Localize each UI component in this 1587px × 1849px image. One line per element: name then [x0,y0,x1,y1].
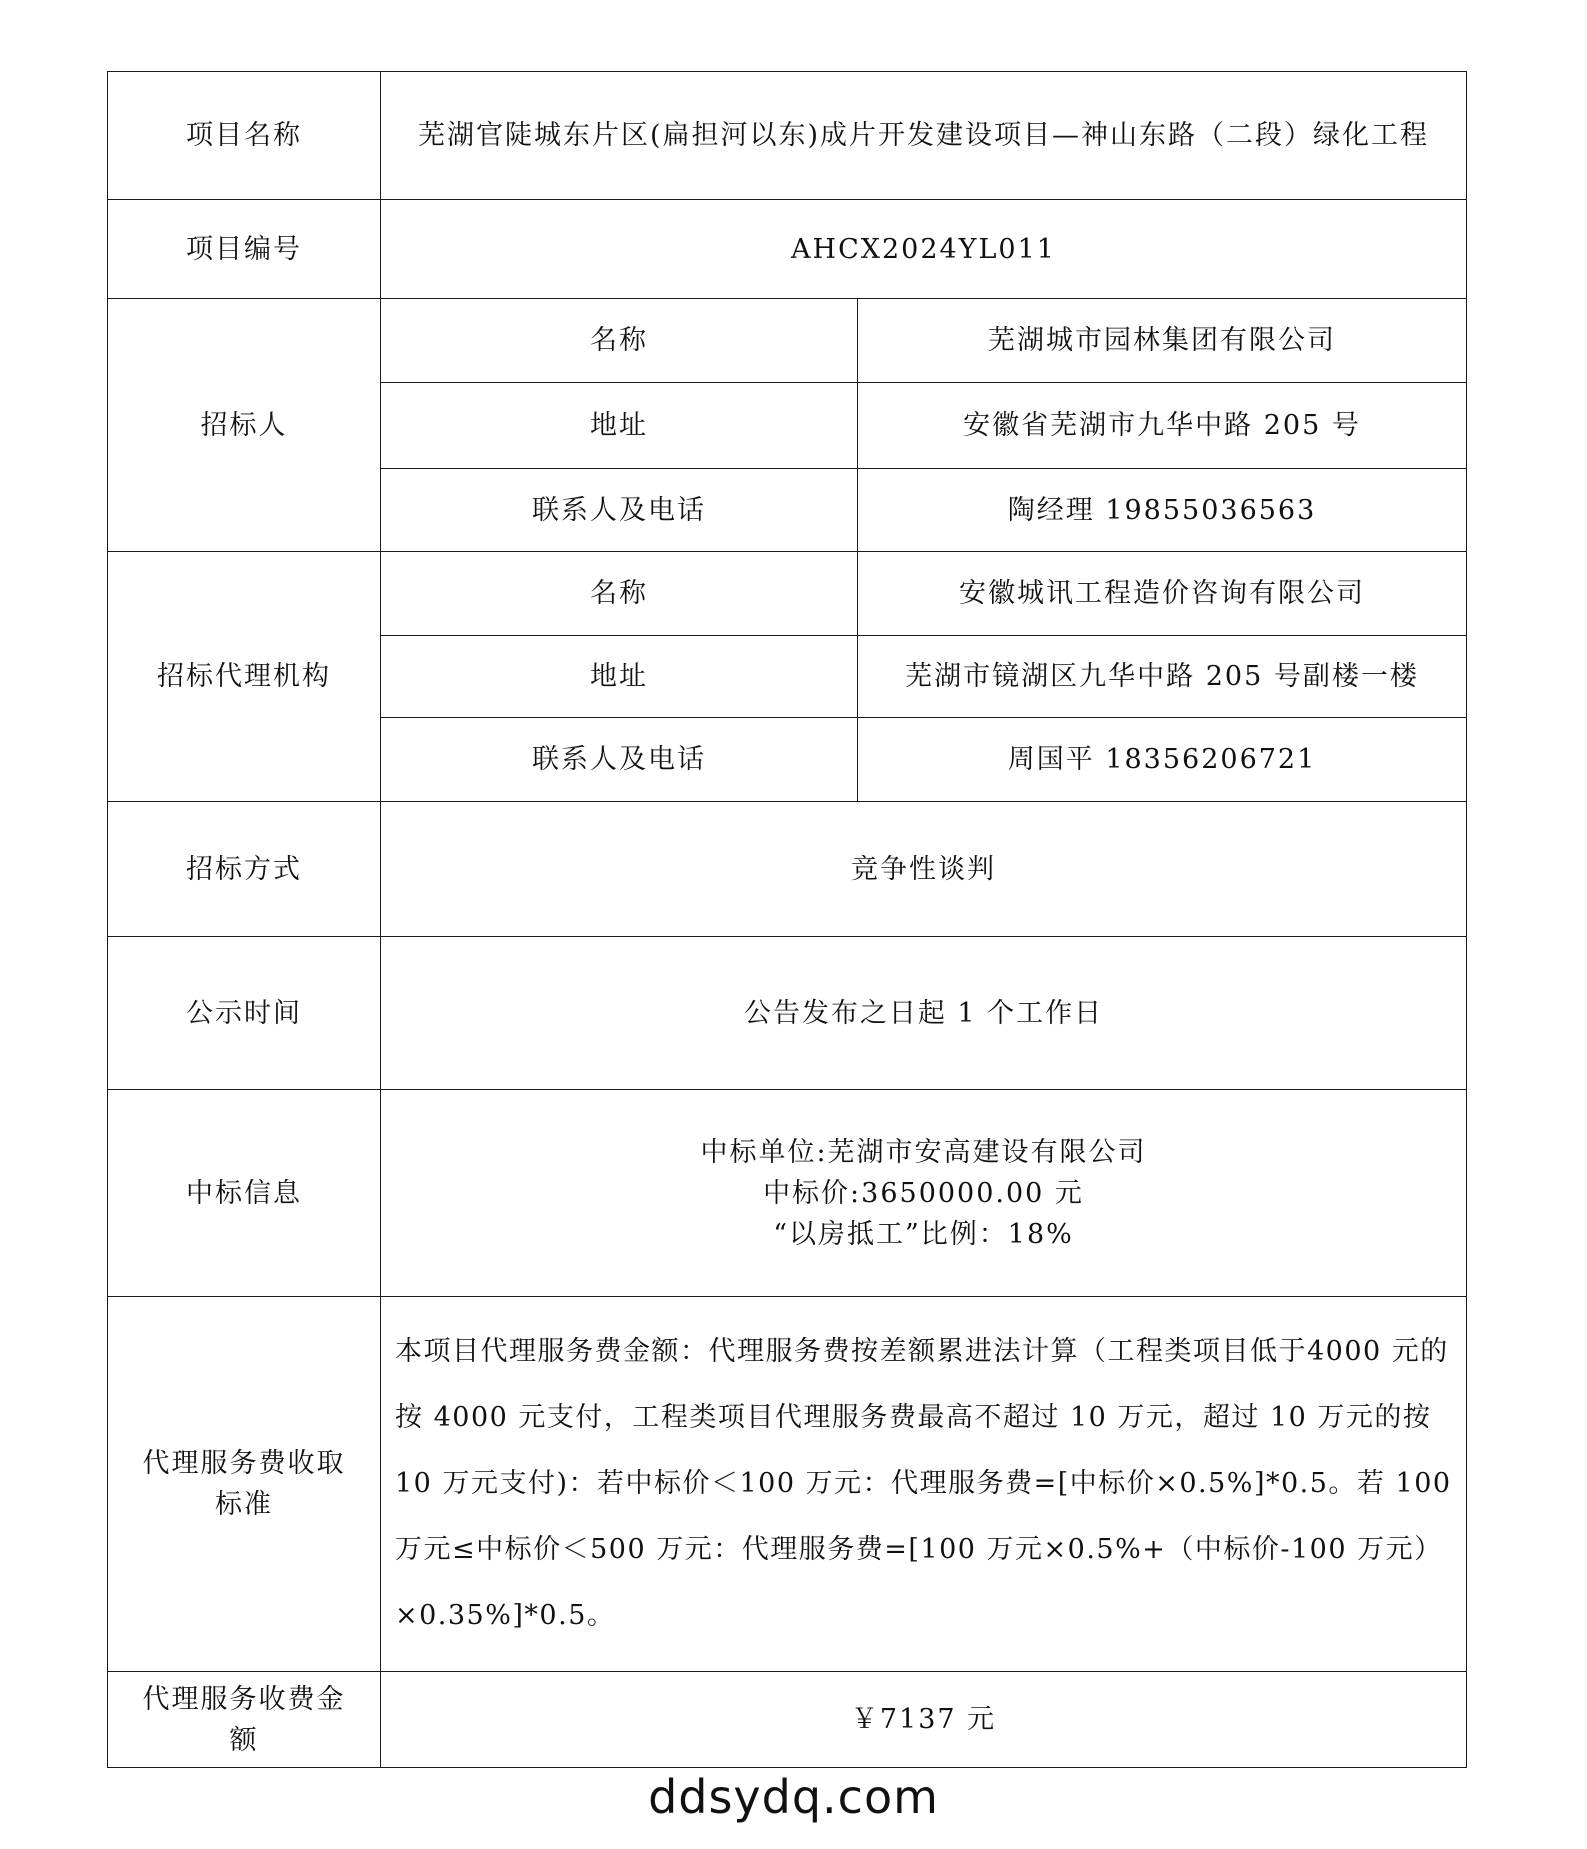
publicity-period-label: 公示时间 [108,937,381,1090]
agency-address-label: 地址 [381,636,858,718]
tenderer-name-row [108,299,1467,383]
award-info-row [108,1090,1467,1297]
watermark-text: ddsydq.com [648,1770,939,1824]
tenderer-contact-label: 联系人及电话 [381,469,858,552]
project-name-label: 项目名称 [108,72,381,200]
project-name-value: 芜湖官陡城东片区(扁担河以东)成片开发建设项目—神山东路（二段）绿化工程 [381,72,1467,200]
agency-name-row [108,552,1467,636]
fee-standard-label-line-2: 标准 [215,1489,273,1520]
house-for-work-ratio: “以房抵工”比例：18% [773,1218,1074,1250]
fee-amount-label-line-1: 代理服务收费金 [142,1683,346,1715]
tenderer-label: 招标人 [108,299,381,552]
agency-contact-value: 周国平 18356206721 [858,718,1467,802]
tenderer-address-value: 安徽省芜湖市九华中路 205 号 [858,383,1467,469]
award-info-label: 中标信息 [108,1090,381,1297]
agency-address-value: 芜湖市镜湖区九华中路 205 号副楼一楼 [858,636,1467,718]
fee-amount-row [108,1672,1467,1768]
agency-name-value: 安徽城讯工程造价咨询有限公司 [858,552,1467,636]
project-name-row [108,72,1467,200]
award-info-value [381,1090,1467,1297]
fee-standard-text: 本项目代理服务费金额：代理服务费按差额累进法计算（工程类项目低于4000 元的按 4000 元支付，工程类项目代理服务费最高不超过 10 万元，超过 10 万元的按 10 万元支付)：若中标价＜100 万元：代理服务费=[中标价×0.5%]*0.5。若 100 万元≤中标价＜500 万元：代理服务费=[100 万元×0.5%+（中标价-100 万元）×0.35%]*0.5。 [381,1297,1467,1672]
tender-result-table [107,71,1467,1768]
publicity-period-row [108,937,1467,1090]
tender-method-row [108,802,1467,937]
project-number-value: AHCX2024YL011 [381,200,1467,299]
publicity-period-value: 公告发布之日起 1 个工作日 [381,937,1467,1090]
tenderer-name-label: 名称 [381,299,858,383]
fee-amount-value: ￥7137 元 [381,1672,1467,1768]
tender-method-value: 竞争性谈判 [381,802,1467,937]
project-number-label: 项目编号 [108,200,381,299]
project-number-row [108,200,1467,299]
tenderer-name-value: 芜湖城市园林集团有限公司 [858,299,1467,383]
award-winner: 中标单位:芜湖市安高建设有限公司 [700,1136,1147,1168]
tenderer-address-label: 地址 [381,383,858,469]
agency-name-label: 名称 [381,552,858,636]
fee-standard-label-line-1: 代理服务费收取 [142,1448,346,1479]
agency-contact-label: 联系人及电话 [381,718,858,802]
fee-amount-label-line-2: 额 [229,1724,259,1756]
agency-label: 招标代理机构 [108,552,381,802]
tender-method-label: 招标方式 [108,802,381,937]
fee-standard-row [108,1297,1467,1672]
tenderer-contact-value: 陶经理 19855036563 [858,469,1467,552]
fee-amount-label [108,1672,381,1768]
fee-standard-label [108,1297,381,1672]
award-price: 中标价:3650000.00 元 [763,1177,1084,1209]
